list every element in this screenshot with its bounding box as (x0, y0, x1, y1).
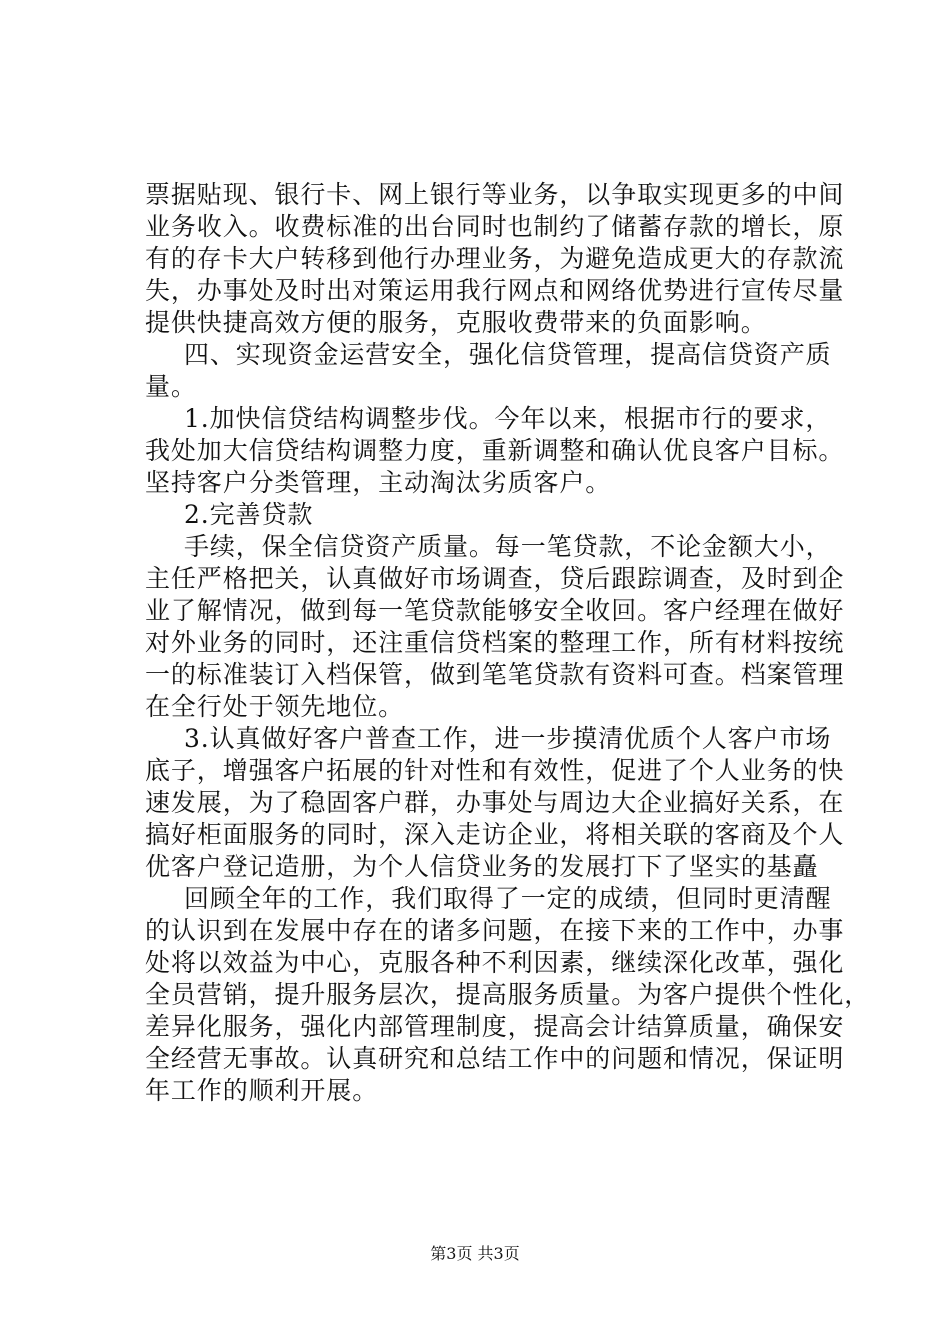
text-line: 票据贴现、银行卡、网上银行等业务，以争取实现更多的中间 (145, 180, 845, 209)
list-item-1: 1.加快信贷结构调整步伐。今年以来，根据市行的要求， (184, 404, 832, 433)
text-line: 有的存卡大户转移到他行办理业务，为避免造成更大的存款流 (145, 244, 845, 273)
text-line: 全员营销，提升服务层次，提高服务质量。为客户提供个性化， (145, 980, 871, 1009)
text-line: 一的标准装订入档保管，做到笔笔贷款有资料可查。档案管理 (145, 660, 845, 689)
text-line: 提供快捷高效方便的服务，克服收费带来的负面影响。 (145, 308, 767, 337)
page-number: 第3页 共3页 (430, 1244, 520, 1263)
text-line: 差异化服务，强化内部管理制度，提高会计结算质量，确保安 (145, 1012, 845, 1041)
text-line: 搞好柜面服务的同时，深入走访企业，将相关联的客商及个人 (145, 820, 845, 849)
text-line: 处将以效益为中心，克服各种不利因素，继续深化改革，强化 (145, 948, 845, 977)
text-line: 手续，保全信贷资产质量。每一笔贷款，不论金额大小， (184, 532, 832, 561)
text-line: 的认识到在发展中存在的诸多问题，在接下来的工作中，办事 (145, 916, 845, 945)
text-line: 坚持客户分类管理，主动淘汰劣质客户。 (145, 468, 612, 497)
text-line: 底子，增强客户拓展的针对性和有效性，促进了个人业务的快 (145, 756, 845, 785)
text-line: 量。 (145, 372, 197, 401)
text-line: 主任严格把关，认真做好市场调查，贷后跟踪调查，及时到企 (145, 564, 845, 593)
text-line: 年工作的顺利开展。 (145, 1076, 379, 1105)
text-line: 速发展，为了稳固客户群，办事处与周边大企业搞好关系，在 (145, 788, 845, 817)
text-line: 业了解情况，做到每一笔贷款能够安全收回。客户经理在做好 (145, 596, 845, 625)
text-line: 全经营无事故。认真研究和总结工作中的问题和情况，保证明 (145, 1044, 845, 1073)
text-line: 优客户登记造册，为个人信贷业务的发展打下了坚实的基矗 (145, 852, 819, 881)
section-heading: 四、实现资金运营安全，强化信贷管理，提高信贷资产质 (184, 340, 832, 369)
list-item-2: 2.完善贷款 (184, 500, 314, 529)
list-item-3: 3.认真做好客户普查工作，进一步摸清优质个人客户市场 (184, 724, 832, 753)
text-line: 失，办事处及时出对策运用我行网点和网络优势进行宣传尽量 (145, 276, 845, 305)
text-line: 对外业务的同时，还注重信贷档案的整理工作，所有材料按统 (145, 628, 845, 657)
text-line: 我处加大信贷结构调整力度，重新调整和确认优良客户目标。 (145, 436, 845, 465)
document-body (145, 179, 871, 1107)
text-line: 业务收入。收费标准的出台同时也制约了储蓄存款的增长，原 (145, 212, 845, 241)
text-line: 在全行处于领先地位。 (145, 692, 405, 721)
summary-paragraph-start: 回顾全年的工作，我们取得了一定的成绩，但同时更清醒 (184, 884, 832, 913)
